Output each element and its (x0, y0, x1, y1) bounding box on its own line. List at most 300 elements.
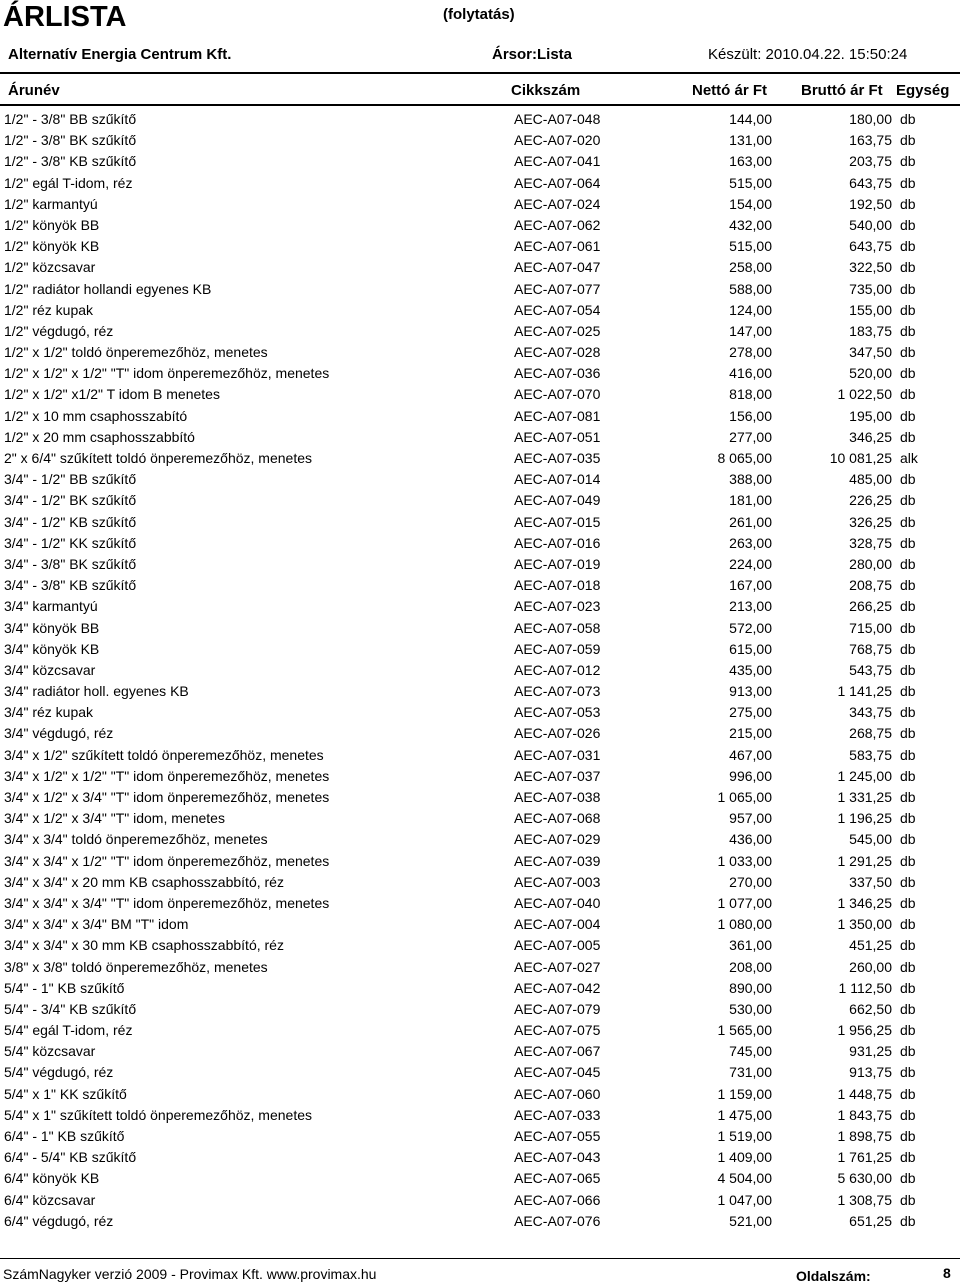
column-header-name: Árunév (8, 82, 60, 99)
cell-name: 1/2" - 3/8" BB szűkítő (4, 111, 137, 127)
cell-net-price: 270,00 (729, 873, 772, 890)
cell-net-price: 913,00 (729, 683, 772, 700)
table-row (0, 1147, 960, 1168)
cell-code: AEC-A07-014 (514, 471, 601, 488)
cell-gross-price: 337,50 (849, 873, 892, 890)
cell-gross-price: 1 245,00 (837, 767, 892, 784)
column-header-gross: Bruttó ár Ft (801, 82, 883, 99)
cell-code: AEC-A07-079 (514, 1000, 601, 1017)
cell-name: 3/4" x 1/2" x 1/2" "T" idom önperemezőhöz, menetes (4, 767, 330, 784)
cell-gross-price: 280,00 (849, 555, 892, 572)
cell-net-price: 818,00 (729, 386, 772, 403)
cell-gross-price: 913,75 (849, 1064, 892, 1081)
cell-net-price: 154,00 (729, 195, 772, 212)
cell-code: AEC-A07-005 (514, 937, 601, 954)
table-row (0, 151, 960, 172)
cell-unit: db (900, 640, 916, 657)
cell-code: AEC-A07-027 (514, 958, 601, 975)
cell-net-price: 131,00 (729, 132, 772, 149)
cell-gross-price: 226,25 (849, 492, 892, 509)
cell-name: 3/4" x 3/4" x 20 mm KB csaphosszabbító, réz (4, 873, 284, 890)
cell-code: AEC-A07-016 (514, 534, 601, 551)
cell-name: 3/4" réz kupak (4, 704, 94, 721)
cell-unit: db (900, 513, 916, 530)
cell-net-price: 515,00 (729, 238, 772, 255)
cell-name: 1/2" radiátor hollandi egyenes KB (4, 280, 212, 297)
cell-gross-price: 195,00 (849, 407, 892, 424)
cell-net-price: 1 409,00 (717, 1149, 772, 1166)
cell-net-price: 588,00 (729, 280, 772, 297)
cell-net-price: 277,00 (729, 428, 772, 445)
cell-net-price: 432,00 (729, 216, 772, 233)
cell-unit: db (900, 767, 916, 784)
cell-net-price: 215,00 (729, 725, 772, 742)
cell-name: 3/4" könyök BB (4, 619, 100, 636)
cell-name: 5/4" x 1" KK szűkítő (4, 1085, 127, 1102)
cell-gross-price: 1 022,50 (837, 386, 892, 403)
cell-unit: db (900, 810, 916, 827)
cell-name: 1/2" x 20 mm csaphosszabbító (4, 428, 195, 445)
cell-gross-price: 451,25 (849, 937, 892, 954)
cell-code: AEC-A07-062 (514, 216, 601, 233)
cell-gross-price: 715,00 (849, 619, 892, 636)
cell-gross-price: 520,00 (849, 365, 892, 382)
cell-unit: db (900, 471, 916, 488)
table-row (0, 215, 960, 236)
table-row (0, 618, 960, 639)
cell-gross-price: 347,50 (849, 344, 892, 361)
cell-net-price: 745,00 (729, 1043, 772, 1060)
cell-unit: db (900, 937, 916, 954)
cell-name: 3/4" végdugó, réz (4, 725, 114, 742)
cell-name: 6/4" - 5/4" KB szűkítő (4, 1149, 137, 1166)
cell-code: AEC-A07-029 (514, 831, 601, 848)
cell-name: 6/4" végdugó, réz (4, 1212, 114, 1229)
cell-unit: db (900, 365, 916, 382)
cell-gross-price: 485,00 (849, 471, 892, 488)
cell-net-price: 1 033,00 (717, 852, 772, 869)
cell-code: AEC-A07-026 (514, 725, 601, 742)
table-row (0, 342, 960, 363)
cell-name: 6/4" közcsavar (4, 1191, 96, 1208)
cell-code: AEC-A07-045 (514, 1064, 601, 1081)
cell-unit: db (900, 1128, 916, 1144)
cell-code: AEC-A07-075 (514, 1022, 601, 1039)
cell-name: 3/4" - 1/2" KB szűkítő (4, 513, 137, 530)
table-row (0, 681, 960, 702)
table-row (0, 745, 960, 766)
table-row (0, 554, 960, 575)
cell-gross-price: 10 081,25 (829, 450, 892, 466)
cell-unit: alk (900, 450, 918, 466)
cell-unit: db (900, 916, 916, 933)
cell-unit: db (900, 873, 916, 890)
cell-code: AEC-A07-066 (514, 1191, 601, 1208)
cell-unit: db (900, 216, 916, 233)
cell-name: 1/2" karmantyú (4, 195, 98, 212)
cell-name: 1/2" egál T-idom, réz (4, 174, 133, 191)
price-table (0, 109, 960, 1232)
table-row (0, 766, 960, 787)
cell-gross-price: 1 956,25 (837, 1022, 892, 1039)
cell-unit: db (900, 1085, 916, 1102)
cell-code: AEC-A07-018 (514, 577, 601, 594)
cell-gross-price: 1 141,25 (837, 683, 892, 700)
table-row (0, 173, 960, 194)
cell-unit: db (900, 1106, 916, 1123)
cell-net-price: 1 519,00 (717, 1128, 772, 1144)
cell-gross-price: 768,75 (849, 640, 892, 657)
cell-unit: db (900, 174, 916, 191)
cell-net-price: 1 065,00 (717, 789, 772, 805)
cell-code: AEC-A07-081 (514, 407, 601, 424)
cell-code: AEC-A07-031 (514, 746, 601, 763)
cell-net-price: 1 565,00 (717, 1022, 772, 1039)
cell-code: AEC-A07-039 (514, 852, 601, 869)
table-row (0, 914, 960, 935)
cell-code: AEC-A07-004 (514, 916, 601, 933)
cell-code: AEC-A07-077 (514, 280, 601, 297)
cell-gross-price: 155,00 (849, 301, 892, 318)
cell-unit: db (900, 683, 916, 700)
cell-unit: db (900, 111, 916, 127)
column-header-unit: Egység (896, 82, 950, 99)
cell-net-price: 436,00 (729, 831, 772, 848)
cell-net-price: 4 504,00 (717, 1170, 772, 1187)
cell-code: AEC-A07-047 (514, 259, 601, 276)
cell-unit: db (900, 958, 916, 975)
table-row (0, 999, 960, 1020)
table-row (0, 384, 960, 405)
cell-unit: db (900, 725, 916, 742)
footer-rule (0, 1258, 960, 1259)
cell-unit: db (900, 555, 916, 572)
cell-name: 3/4" x 3/4" x 30 mm KB csaphosszabbító, réz (4, 937, 284, 954)
cell-gross-price: 268,75 (849, 725, 892, 742)
table-row (0, 1168, 960, 1189)
cell-unit: db (900, 280, 916, 297)
cell-net-price: 467,00 (729, 746, 772, 763)
cell-name: 1/2" könyök BB (4, 216, 100, 233)
cell-unit: db (900, 407, 916, 424)
cell-gross-price: 1 350,00 (837, 916, 892, 933)
cell-gross-price: 322,50 (849, 259, 892, 276)
cell-name: 3/4" - 1/2" KK szűkítő (4, 534, 137, 551)
table-row (0, 1020, 960, 1041)
cell-net-price: 615,00 (729, 640, 772, 657)
footer-software: SzámNagyker verzió 2009 - Provimax Kft. www.provimax.hu (3, 1266, 377, 1282)
cell-unit: db (900, 1064, 916, 1081)
cell-code: AEC-A07-053 (514, 704, 601, 721)
cell-code: AEC-A07-060 (514, 1085, 601, 1102)
cell-unit: db (900, 1149, 916, 1166)
cell-unit: db (900, 1043, 916, 1060)
cell-gross-price: 328,75 (849, 534, 892, 551)
cell-unit: db (900, 894, 916, 911)
cell-gross-price: 662,50 (849, 1000, 892, 1017)
cell-gross-price: 163,75 (849, 132, 892, 149)
cell-name: 1/2" közcsavar (4, 259, 96, 276)
cell-name: 5/4" x 1" szűkített toldó önperemezőhöz, menetes (4, 1106, 312, 1123)
cell-name: 3/4" - 1/2" BB szűkítő (4, 471, 137, 488)
table-row (0, 533, 960, 554)
header-rule-top (0, 72, 960, 74)
cell-gross-price: 183,75 (849, 322, 892, 339)
cell-code: AEC-A07-040 (514, 894, 601, 911)
cell-net-price: 208,00 (729, 958, 772, 975)
cell-code: AEC-A07-012 (514, 661, 601, 678)
table-row (0, 723, 960, 744)
cell-gross-price: 343,75 (849, 704, 892, 721)
cell-net-price: 1 077,00 (717, 894, 772, 911)
cell-unit: db (900, 386, 916, 403)
cell-net-price: 213,00 (729, 598, 772, 615)
cell-net-price: 890,00 (729, 979, 772, 996)
table-row (0, 109, 960, 130)
cell-unit: db (900, 746, 916, 763)
cell-unit: db (900, 619, 916, 636)
cell-gross-price: 643,75 (849, 238, 892, 255)
cell-unit: db (900, 979, 916, 996)
cell-unit: db (900, 831, 916, 848)
cell-gross-price: 5 630,00 (837, 1170, 892, 1187)
cell-name: 1/2" x 1/2" x1/2" T idom B menetes (4, 386, 220, 403)
cell-code: AEC-A07-019 (514, 555, 601, 572)
table-row (0, 808, 960, 829)
cell-code: AEC-A07-041 (514, 153, 601, 170)
cell-net-price: 258,00 (729, 259, 772, 276)
cell-name: 5/4" - 3/4" KB szűkítő (4, 1000, 137, 1017)
cell-name: 5/4" egál T-idom, réz (4, 1022, 133, 1039)
table-row (0, 660, 960, 681)
table-row (0, 512, 960, 533)
cell-name: 6/4" - 1" KB szűkítő (4, 1128, 125, 1144)
cell-code: AEC-A07-036 (514, 365, 601, 382)
cell-name: 5/4" közcsavar (4, 1043, 96, 1060)
cell-code: AEC-A07-051 (514, 428, 601, 445)
cell-gross-price: 583,75 (849, 746, 892, 763)
cell-gross-price: 208,75 (849, 577, 892, 594)
cell-unit: db (900, 789, 916, 805)
table-row (0, 851, 960, 872)
cell-code: AEC-A07-028 (514, 344, 601, 361)
cell-name: 3/4" karmantyú (4, 598, 98, 615)
cell-code: AEC-A07-068 (514, 810, 601, 827)
header-rule-bottom (0, 104, 960, 106)
cell-net-price: 530,00 (729, 1000, 772, 1017)
cell-name: 1/2" x 1/2" x 1/2" "T" idom önperemezőhöz, menetes (4, 365, 330, 382)
cell-code: AEC-A07-058 (514, 619, 601, 636)
cell-name: 1/2" végdugó, réz (4, 322, 114, 339)
table-row (0, 1126, 960, 1147)
table-row (0, 427, 960, 448)
cell-gross-price: 1 196,25 (837, 810, 892, 827)
cell-code: AEC-A07-033 (514, 1106, 601, 1123)
cell-gross-price: 545,00 (849, 831, 892, 848)
cell-name: 1/2" x 1/2" toldó önperemezőhöz, menetes (4, 344, 268, 361)
cell-code: AEC-A07-042 (514, 979, 601, 996)
cell-net-price: 1 080,00 (717, 916, 772, 933)
cell-unit: db (900, 1000, 916, 1017)
cell-gross-price: 260,00 (849, 958, 892, 975)
cell-net-price: 278,00 (729, 344, 772, 361)
cell-name: 6/4" könyök KB (4, 1170, 100, 1187)
table-row (0, 787, 960, 808)
table-row (0, 702, 960, 723)
cell-name: 3/4" x 3/4" toldó önperemezőhöz, menetes (4, 831, 268, 848)
table-row (0, 978, 960, 999)
cell-code: AEC-A07-054 (514, 301, 601, 318)
table-row (0, 935, 960, 956)
cell-code: AEC-A07-048 (514, 111, 601, 127)
cell-net-price: 515,00 (729, 174, 772, 191)
cell-code: AEC-A07-061 (514, 238, 601, 255)
table-row (0, 448, 960, 469)
table-row (0, 321, 960, 342)
table-row (0, 829, 960, 850)
table-row (0, 596, 960, 617)
cell-net-price: 572,00 (729, 619, 772, 636)
cell-gross-price: 266,25 (849, 598, 892, 615)
cell-code: AEC-A07-020 (514, 132, 601, 149)
cell-gross-price: 1 843,75 (837, 1106, 892, 1123)
table-row (0, 300, 960, 321)
column-header-code: Cikkszám (511, 82, 581, 99)
cell-name: 1/2" - 3/8" BK szűkítő (4, 132, 137, 149)
table-row (0, 279, 960, 300)
table-row (0, 957, 960, 978)
cell-net-price: 275,00 (729, 704, 772, 721)
cell-gross-price: 543,75 (849, 661, 892, 678)
cell-code: AEC-A07-076 (514, 1212, 601, 1229)
cell-net-price: 263,00 (729, 534, 772, 551)
table-row (0, 194, 960, 215)
company-name: Alternatív Energia Centrum Kft. (8, 46, 232, 63)
cell-unit: db (900, 704, 916, 721)
page-title: ÁRLISTA (3, 1, 127, 33)
table-row (0, 490, 960, 511)
cell-name: 3/4" közcsavar (4, 661, 96, 678)
cell-unit: db (900, 852, 916, 869)
cell-net-price: 144,00 (729, 111, 772, 127)
cell-unit: db (900, 492, 916, 509)
cell-name: 3/4" x 3/4" x 3/4" BM "T" idom (4, 916, 189, 933)
cell-code: AEC-A07-023 (514, 598, 601, 615)
cell-code: AEC-A07-049 (514, 492, 601, 509)
cell-net-price: 435,00 (729, 661, 772, 678)
table-row (0, 1041, 960, 1062)
cell-gross-price: 1 112,50 (838, 979, 892, 996)
table-row (0, 1084, 960, 1105)
cell-code: AEC-A07-038 (514, 789, 601, 805)
cell-name: 3/4" könyök KB (4, 640, 100, 657)
cell-unit: db (900, 1022, 916, 1039)
cell-net-price: 361,00 (729, 937, 772, 954)
table-row (0, 1105, 960, 1126)
cell-net-price: 261,00 (729, 513, 772, 530)
cell-net-price: 521,00 (729, 1212, 772, 1229)
table-row (0, 639, 960, 660)
cell-net-price: 124,00 (729, 301, 772, 318)
cell-unit: db (900, 1170, 916, 1187)
cell-net-price: 8 065,00 (717, 450, 772, 466)
cell-name: 3/4" - 1/2" BK szűkítő (4, 492, 137, 509)
cell-net-price: 388,00 (729, 471, 772, 488)
cell-net-price: 147,00 (729, 322, 772, 339)
table-row (0, 872, 960, 893)
table-row (0, 575, 960, 596)
cell-code: AEC-A07-070 (514, 386, 601, 403)
cell-unit: db (900, 259, 916, 276)
cell-gross-price: 931,25 (849, 1043, 892, 1060)
cell-code: AEC-A07-015 (514, 513, 601, 530)
table-row (0, 236, 960, 257)
cell-unit: db (900, 301, 916, 318)
cell-gross-price: 540,00 (849, 216, 892, 233)
cell-net-price: 996,00 (729, 767, 772, 784)
cell-unit: db (900, 534, 916, 551)
cell-gross-price: 1 346,25 (837, 894, 892, 911)
cell-code: AEC-A07-025 (514, 322, 601, 339)
cell-net-price: 1 159,00 (717, 1085, 772, 1102)
table-row (0, 893, 960, 914)
cell-name: 3/8" x 3/8" toldó önperemezőhöz, menetes (4, 958, 268, 975)
cell-code: AEC-A07-043 (514, 1149, 601, 1166)
cell-gross-price: 1 761,25 (837, 1149, 892, 1166)
cell-gross-price: 203,75 (849, 153, 892, 170)
cell-unit: db (900, 132, 916, 149)
table-row (0, 1190, 960, 1211)
cell-code: AEC-A07-035 (514, 450, 601, 466)
cell-net-price: 957,00 (729, 810, 772, 827)
cell-unit: db (900, 322, 916, 339)
page-number-label: Oldalszám: (796, 1268, 871, 1284)
cell-gross-price: 1 448,75 (837, 1085, 892, 1102)
cell-gross-price: 1 308,75 (837, 1191, 892, 1208)
table-row (0, 1211, 960, 1232)
cell-name: 1/2" réz kupak (4, 301, 94, 318)
cell-net-price: 224,00 (729, 555, 772, 572)
cell-unit: db (900, 598, 916, 615)
column-header-net: Nettó ár Ft (692, 82, 767, 99)
cell-name: 3/4" x 3/4" x 3/4" "T" idom önperemezőhöz, menetes (4, 894, 330, 911)
cell-name: 3/4" - 3/8" BK szűkítő (4, 555, 137, 572)
cell-net-price: 731,00 (729, 1064, 772, 1081)
cell-name: 3/4" x 1/2" x 3/4" "T" idom önperemezőhöz, menetes (4, 789, 330, 805)
cell-code: AEC-A07-003 (514, 873, 601, 890)
table-row (0, 257, 960, 278)
cell-net-price: 167,00 (729, 577, 772, 594)
cell-net-price: 416,00 (729, 365, 772, 382)
cell-gross-price: 346,25 (849, 428, 892, 445)
cell-name: 2" x 6/4" szűkített toldó önperemezőhöz, menetes (4, 450, 312, 466)
cell-code: AEC-A07-064 (514, 174, 601, 191)
cell-code: AEC-A07-073 (514, 683, 601, 700)
cell-net-price: 163,00 (729, 153, 772, 170)
table-row (0, 1062, 960, 1083)
cell-gross-price: 643,75 (849, 174, 892, 191)
cell-net-price: 181,00 (729, 492, 772, 509)
cell-name: 3/4" x 1/2" szűkített toldó önperemezőhöz, menetes (4, 746, 324, 763)
cell-name: 3/4" - 3/8" KB szűkítő (4, 577, 137, 594)
cell-gross-price: 651,25 (849, 1212, 892, 1229)
cell-net-price: 1 047,00 (717, 1191, 772, 1208)
table-row (0, 469, 960, 490)
cell-gross-price: 180,00 (849, 111, 892, 127)
cell-code: AEC-A07-059 (514, 640, 601, 657)
price-list-label: Ársor:Lista (492, 46, 573, 63)
cell-unit: db (900, 153, 916, 170)
